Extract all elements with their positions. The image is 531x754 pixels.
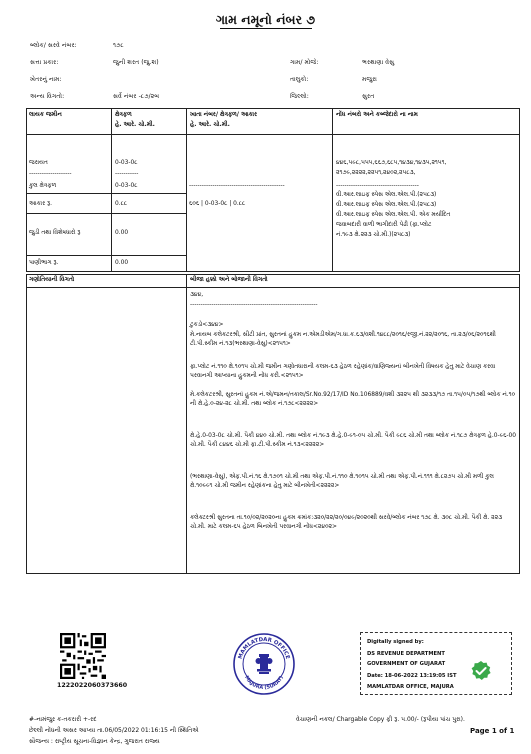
verified-check-icon <box>470 660 492 682</box>
dash-line-a: -------------------- <box>29 171 72 177</box>
names-line-5: વી.આર.લાઇફ સ્પેસ એલ.એલ.પી. એક મર્યાદિત <box>336 212 451 218</box>
title-underline <box>220 28 312 29</box>
row-jarayat-value: 0-03-0૮ <box>115 160 138 166</box>
row-akar-value: 0.૮૮ <box>115 201 128 207</box>
header-land: લાયક જમીન <box>29 112 62 118</box>
names-line-6: જવાબદારી વાળી ભાગીદારી પેઢી (ફા.પ્લોટ <box>336 222 432 228</box>
signature-line-1: Digitally signed by: <box>367 639 424 645</box>
village-value: ભરથાણા વેસુ <box>362 59 395 66</box>
rights-entry-5: ક્ષે.હે.0-03-0૮ ચો.મી. પૈકી ૪૪૦ ચો.મી. તથા બ્લોક નં.૧૯૩ ક્ષે.હે.0-૯૧-૦૫ ચો.મી. પૈકી ૯૮૬ ચો.મી તથા બ્લોક નં.૧૮૭ ક્ષેત્રફળ હે.0-૯૬-00 ચો.મી. પૈકી ૮૪૪૬ ચો.મી ફા.ટી.પી.સ્કીમ નં.૧૩<૨૨૨૨> <box>190 433 517 448</box>
row-total-label: કુલ ક્ષેત્રફળ <box>29 183 57 189</box>
header-khata: ખાતા નંબર/ ક્ષેત્રફળ/ આકાર <box>190 112 258 118</box>
names-line-1: ૪૪૬,૫૯૮,૫૫૫,૬૬૭,૬૮૫,૧૪૩૪,૧૪૩૫,૨૧૫૧, <box>336 160 447 166</box>
header-area-unit: હે. આરે. ચો.મી. <box>115 122 155 128</box>
names-dash: --------------------------------------- <box>336 183 419 189</box>
block-label: બ્લોક/ સરવે નંબર: <box>30 42 77 49</box>
row-judi-label: જુડી તથા વિશેષધારો રૂ <box>29 230 81 236</box>
other-value: સર્વે નંબર -૮૭/૨બ <box>113 93 160 100</box>
footer-courtesy: સૌજન્ય : રાષ્ટ્રીય સૂચના-વિજ્ઞાન કેન્દ્ર, ગુજરાત રાજ્ય <box>29 738 160 745</box>
dash-line-c: --------------------------------------------- <box>189 183 285 189</box>
signature-line-3: GOVERNMENT OF GUJARAT <box>367 661 446 667</box>
row-water-label: પાણીભાગ રૂ. <box>29 260 59 266</box>
rights-entry-6: (ભરથાણા-વેસુ), એફ.પી.નં.૧૬ ક્ષે.૧૭૦૧ ચો.મી તથા એફ.પી.નં.૧૧૦ ક્ષે.૧૦૧૫ ચો.મી તથા એફ.પી.નં.૧૧૧ ક્ષે.૮૨૭૫ ચો.મી મળી કુલ ક્ષે.૧૦૯૯૧ ચો.મી જમીન રહેણાંકના હેતુ માટે બીનખેતી<૨૨૨૨> <box>190 474 494 489</box>
row-jarayat-label: જરાયત <box>29 160 48 166</box>
khata-row: ૬૦૬ | 0-03-0૮ | 0.૮૮ <box>189 201 246 207</box>
names-line-7: નં.૧૯૩ ક્ષે.૨૨૩ ચો.મી.)(૨૫૮૩) <box>336 232 411 238</box>
header-names: નોંધ નંબરો અને કબ્જેદારો ના નામ <box>336 112 418 118</box>
dash-line-b: ----------- <box>115 171 139 177</box>
header-khata-unit: હે. આરે. ચો.મી. <box>190 122 230 128</box>
qr-code <box>59 633 107 679</box>
row-water-value: 0.00 <box>115 260 129 266</box>
tenure-label: સત્તા પ્રકાર: <box>30 59 59 66</box>
block-value: ૧૭૮ <box>113 42 124 49</box>
rights-entry-3: ફા.પ્લોટ નં.૧૧૦ ક્ષે.૧૦૧૫ ચો.મી જમીન ગણોતધારાની કલમ-૬૩ હેઠળ રહેણાંક/વાણિજ્યનાં બીનખેતી વિષયક હેતુ માટે વેચાણ કરવા પરવાનગી આપ્યાના હુકમની નોંધ કરી.<૨૧૫૧> <box>190 364 496 379</box>
qr-code-number: 1222022060373660 <box>57 682 128 689</box>
village-label: ગામ/ મોજે: <box>290 59 319 66</box>
mamlatdar-seal <box>232 632 296 696</box>
signature-line-5: MAMLATDAR OFFICE, MAJURA <box>367 684 454 690</box>
footer-page-number: Page 1 of 1 <box>470 727 515 735</box>
rights-entry-7: કલેક્ટરશ્રી સુરતના તા.૧૦/૦૨/૨૦૨૦ના હુકમ ક્રમાંક:૩૨૦/૨૨/૨૦/૦૪૯/૨૦૨૦થી સરવે/બ્લોક નંબર ૧૭૮ ક્ષે. ૩૦૮ ચો.મી. પૈકી ક્ષે. ૨૨૩ ચો.મી. માટે કલમ-૬૫ હેઠળ બિનખેતી પરવાનગી નોંધ<૨૪૦૨> <box>190 515 503 530</box>
signature-line-4: Date: 18-06-2022 13:19:05 IST <box>367 673 457 679</box>
header-area: ક્ષેત્રફળ <box>115 112 132 118</box>
row-total-value: 0-03-0૮ <box>115 183 138 189</box>
row-judi-value: 0.00 <box>115 230 129 236</box>
seal-top-text: MAMLATDAR OFFICE <box>237 636 291 660</box>
names-line-2: ૨૧૭૯,૨૨૨૨,૨૨૫૧,૨૪૦૨,૨૫૮૩, <box>336 170 416 176</box>
rights-entry-4: મે.કલેકટરશ્રી, સુરતનાં હુકમ નં.એ/જમન/તકાલ/Sr.No.92/17/ID No.106889/વશી ૩૨૨૫ થી ૩૨૩૩/૧૭ તા.૧૫/૦૫/૧૭થી બ્લોક નં.૧૦ ની ક્ષે.હે.૦-૨૪-૨૮ ચો.મી. તથા બ્લોક નં.૧૭૮<૨૨૨૨> <box>190 392 516 407</box>
footer-copy-fee: વેચાણની નકલ/ Chargable Copy ફી રૂ. ૫.00/- (રૂપીયા પાંચ પુરા). <box>296 716 465 723</box>
footer-last-entry: છેલ્લી નોંધની અસર આપ્યા તા.06/05/2022 01:16:15 ની સ્થિતિએ <box>29 727 199 734</box>
other-label: અન્ય વિગતો: <box>30 93 65 100</box>
rights-entry-2: મે.નાયબ કલેકટરશ્રી, સીટી પ્રાંત, સુરતનાં હુકમ ન.એમડીએમ/ગ.ધા.ક.૬૩/વશી.૧૪૮૮/૨૦૧૬/રજી.નં.૨૨/૨૦૧૬, તા.૨૩/૦૬/૨૦૧૬થી ટી.પી.સ્કીમ નં.૧૩(ભરથાણા-વેસુ)<૨૧૫૧> <box>190 332 496 347</box>
rights-entry-1: ટુકડો<૩૪૪> <box>190 322 224 328</box>
seal-bottom-text: MAJURA (SURAT) <box>243 674 285 692</box>
rights-number: ૩૪૪, <box>190 292 204 298</box>
taluka-label: તાલુકો: <box>290 76 309 83</box>
farm-label: ખેતરનું નામ: <box>30 76 62 83</box>
district-label: જિલ્લો: <box>290 93 309 100</box>
page-title: ગામ નમૂનો નંબર ૭ <box>215 12 316 27</box>
taluka-value: મજુરા <box>362 76 377 83</box>
names-line-4: વી.આર.લાઇફ સ્પેસ એલ.એલ.પી.(૨૫૮૩) <box>336 202 437 208</box>
svg-text:MAJURA (SURAT) <box>243 675 285 691</box>
rights-dash: ------------------------------------------------------------ <box>190 302 318 308</box>
signature-line-2: DS REVENUE DEPARTMENT <box>367 651 445 657</box>
footer-legend: #-નામંજુર ક-તકરારી +-રદ <box>29 716 97 723</box>
district-value: સુરત <box>362 93 375 100</box>
row-akar-label: આકાર રૂ. <box>29 201 53 207</box>
names-line-3: વી.આર.લાઇફ સ્પેસ એલ.એલ.પી.(૨૫૮૩) <box>336 192 437 198</box>
tenure-value: જુની શરત (જુ.શ) <box>113 59 159 66</box>
header-other-rights: બીજા હક્કો અને બોજાની વિગતો <box>190 277 268 283</box>
header-irrigation: ગણોતિયાની વિગતો <box>29 277 75 283</box>
